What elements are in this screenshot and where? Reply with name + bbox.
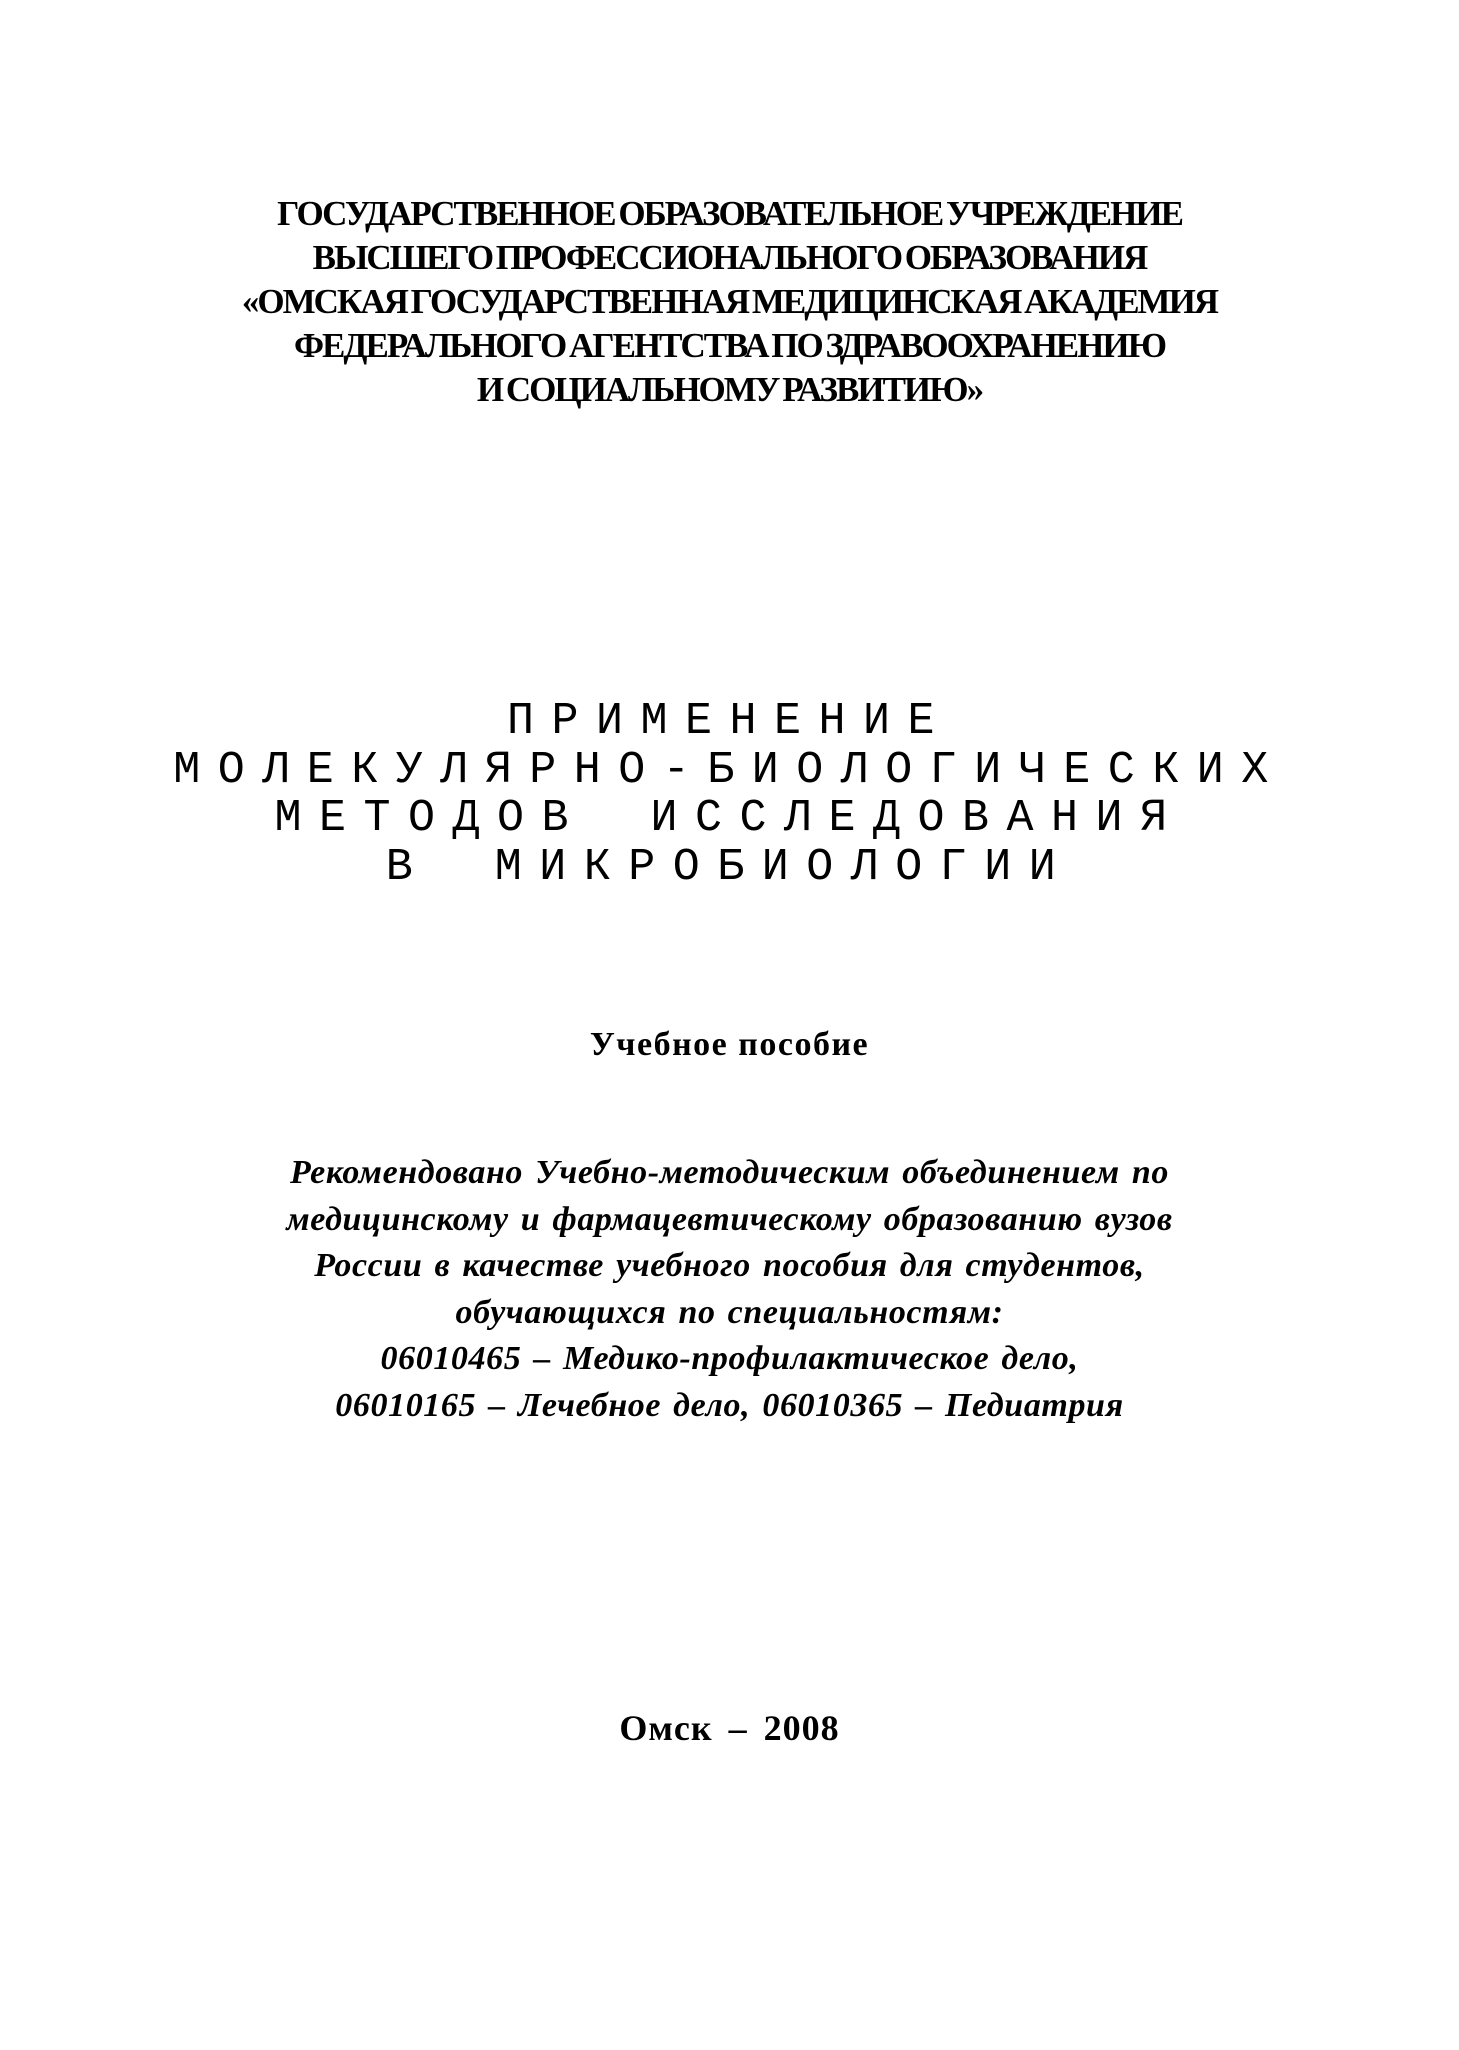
institution-header <box>0 192 1459 412</box>
recommendation-note <box>0 1150 1459 1429</box>
imprint <box>0 1706 1459 1750</box>
recommendation-line: 06010465 – Медико-профилактическое дело, <box>380 1340 1079 1377</box>
institution-line: ВЫСШЕГО ПРОФЕССИОНАЛЬНОГО ОБРАЗОВАНИЯ <box>312 238 1147 277</box>
title-line: В МИКРОБИОЛОГИИ <box>385 841 1074 893</box>
title-line: МОЛЕКУЛЯРНО-БИОЛОГИЧЕСКИХ <box>173 744 1286 796</box>
title-line: МЕТОДОВ ИССЛЕДОВАНИЯ <box>274 793 1185 844</box>
recommendation-line: медицинскому и фармацевтическому образованию вузов <box>286 1200 1173 1238</box>
title-line: ПРИМЕНЕНИЕ <box>506 696 953 747</box>
institution-line: И СОЦИАЛЬНОМУ РАЗВИТИЮ» <box>476 370 983 409</box>
recommendation-line: Рекомендовано Учебно-методическим объединением по <box>290 1154 1169 1191</box>
document-subtitle <box>0 1024 1459 1066</box>
institution-line: «ОМСКАЯ ГОСУДАРСТВЕННАЯ МЕДИЦИНСКАЯ АКАДЕМИЯ <box>241 282 1218 321</box>
subtitle-text: Учебное пособие <box>589 1026 870 1063</box>
institution-line: ГОСУДАРСТВЕННОЕ ОБРАЗОВАТЕЛЬНОЕ УЧРЕЖДЕНИЕ <box>277 194 1182 233</box>
imprint-text: Омск – 2008 <box>619 1708 840 1748</box>
institution-line: ФЕДЕРАЛЬНОГО АГЕНТСТВА ПО ЗДРАВООХРАНЕНИЮ <box>293 326 1166 365</box>
recommendation-line: обучающихся по специальностям: <box>455 1293 1004 1331</box>
recommendation-line: 06010165 – Лечебное дело, 06010365 – Педиатрия <box>335 1386 1124 1424</box>
recommendation-line: России в качестве учебного пособия для студентов, <box>314 1247 1145 1284</box>
document-title <box>0 698 1459 892</box>
